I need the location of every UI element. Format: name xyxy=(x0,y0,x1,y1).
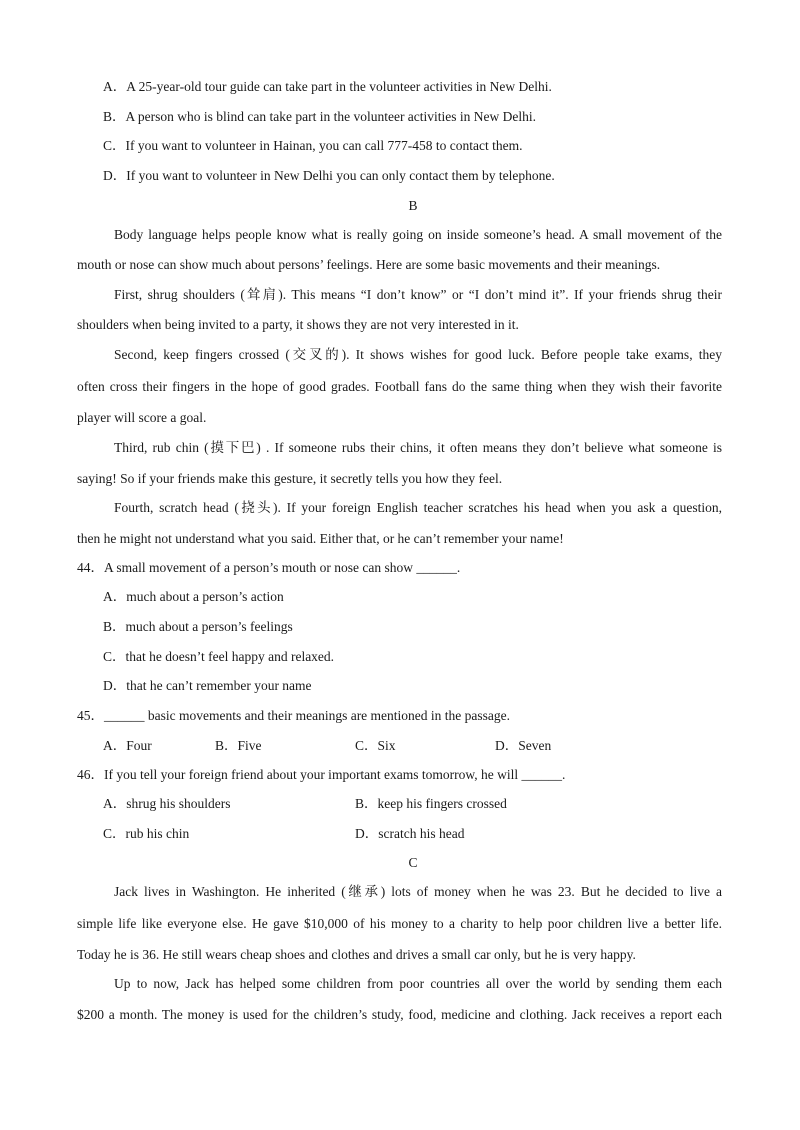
paragraph-line: $200 a month. The money is used for the children’s study, food, medicine and clothing. Jack receives a report each xyxy=(77,1007,722,1022)
q45-option-c: C．Six xyxy=(355,738,396,753)
q44-option-d: D．that he can’t remember your name xyxy=(103,678,312,693)
option-c-text: C．If you want to volunteer in Hainan, you can call 777-458 to contact them. xyxy=(103,138,523,153)
q45-option-d: D．Seven xyxy=(495,738,552,753)
q45-option-b: B．Five xyxy=(215,738,262,753)
paragraph-line: Up to now, Jack has helped some children from poor countries all over the world by sending them each xyxy=(114,976,722,991)
paragraph-line: saying! So if your friends make this gesture, it secretly tells you how they feel. xyxy=(77,471,503,486)
paragraph-line: then he might not understand what you said. Either that, or he can’t remember your name! xyxy=(77,531,564,546)
option-a-text: A．A 25-year-old tour guide can take part in the volunteer activities in New Delhi. xyxy=(103,79,552,94)
question-45-stem: 45．______ basic movements and their meanings are mentioned in the passage. xyxy=(77,708,511,723)
paragraph-line: Jack lives in Washington. He inherited (继承) lots of money when he was 23. But he decided to live a xyxy=(114,884,722,899)
section-c-heading: C xyxy=(408,855,418,870)
q46-option-d: D．scratch his head xyxy=(355,826,465,841)
question-46-stem: 46．If you tell your foreign friend about your important exams tomorrow, he will ______. xyxy=(77,767,566,782)
q45-option-a: A．Four xyxy=(103,738,152,753)
paragraph-line: Third, rub chin (摸下巴) . If someone rubs their chins, it often means they don’t believe what someone is xyxy=(114,440,722,455)
q46-option-b: B．keep his fingers crossed xyxy=(355,796,507,811)
option-d-text: D．If you want to volunteer in New Delhi you can only contact them by telephone. xyxy=(103,168,555,183)
q44-option-b: B．much about a person’s feelings xyxy=(103,619,293,634)
option-b-text: B．A person who is blind can take part in the volunteer activities in New Delhi. xyxy=(103,109,537,124)
paragraph-line: First, shrug shoulders (耸肩). This means “I don’t know” or “I don’t mind it”. If your friends shrug their xyxy=(114,287,722,302)
paragraph-line: Second, keep fingers crossed (交叉的). It shows wishes for good luck. Before people take exams, they xyxy=(114,347,722,362)
question-44-stem: 44．A small movement of a person’s mouth or nose can show ______. xyxy=(77,560,461,575)
paragraph-line: simple life like everyone else. He gave $10,000 of his money to a charity to help poor children live a better life. xyxy=(77,916,722,931)
paragraph-line: often cross their fingers in the hope of good grades. Football fans do the same thing when they wish their favorite xyxy=(77,379,722,394)
q46-option-a: A．shrug his shoulders xyxy=(103,796,231,811)
section-b-heading: B xyxy=(408,198,418,213)
q44-option-c: C．that he doesn’t feel happy and relaxed. xyxy=(103,649,335,664)
paragraph-line: Body language helps people know what is really going on inside someone’s head. A small movement of the xyxy=(114,227,722,242)
paragraph-line: player will score a goal. xyxy=(77,410,207,425)
paragraph-line: mouth or nose can show much about persons’ feelings. Here are some basic movements and their meanings. xyxy=(77,257,661,272)
q46-option-c: C．rub his chin xyxy=(103,826,190,841)
paragraph-line: Fourth, scratch head (挠头). If your foreign English teacher scratches his head when you ask a question, xyxy=(114,500,722,515)
q44-option-a: A．much about a person’s action xyxy=(103,589,284,604)
paragraph-line: Today he is 36. He still wears cheap shoes and clothes and drives a small car only, but he is very happy. xyxy=(77,947,636,962)
paragraph-line: shoulders when being invited to a party, it shows they are not very interested in it. xyxy=(77,317,519,332)
